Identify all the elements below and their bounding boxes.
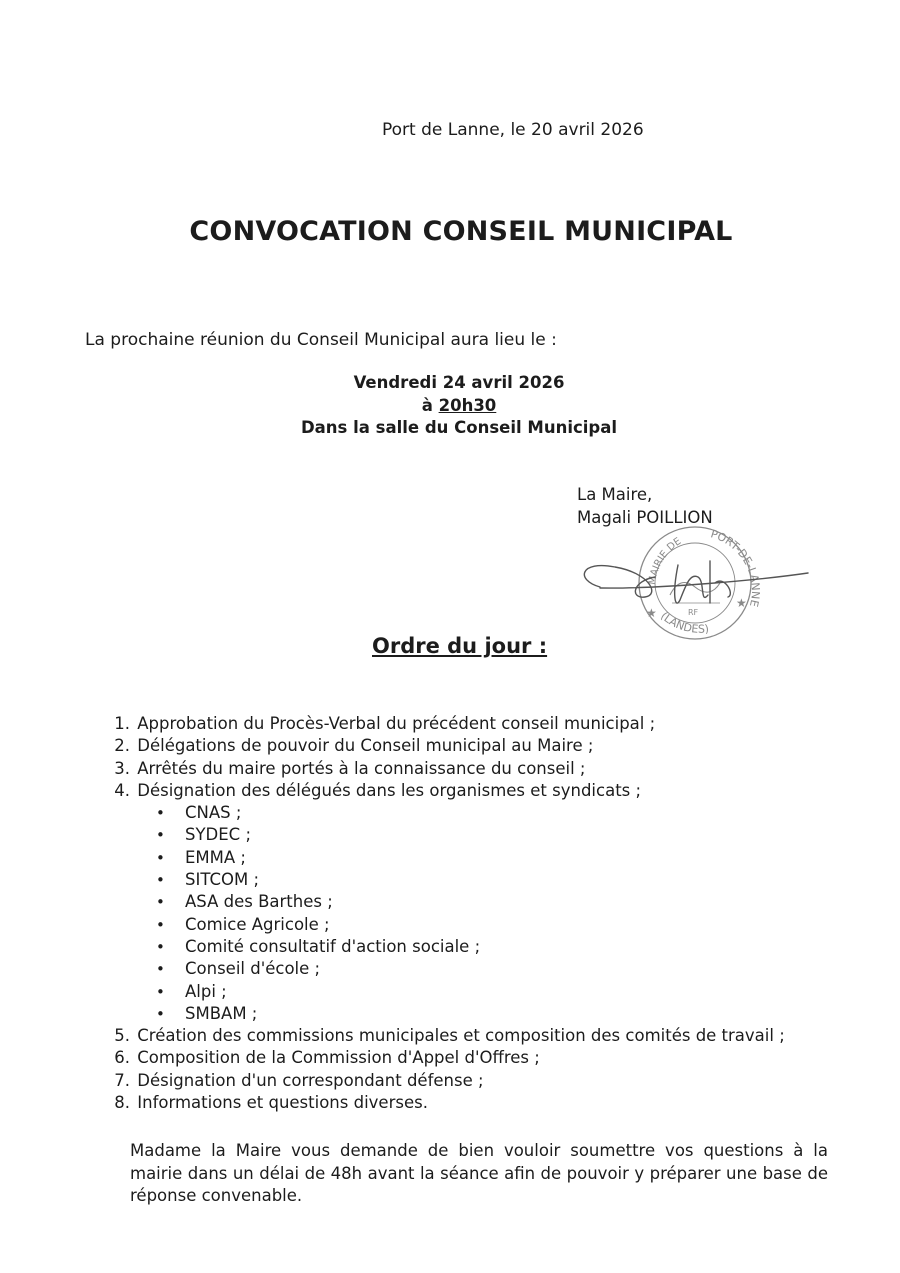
stamp-star-left: ★ <box>646 606 657 620</box>
agenda-item: 4. Désignation des délégués dans les organismes et syndicats ; • CNAS ; • SYDEC ; • EMMA ; • SITCOM ; • ASA des Barthes ; • Comice Agricole ; • Comité consultatif d'action sociale ; • Conseil d'école ; • Alpi ; • SMBAM ; <box>98 780 858 1025</box>
organism-item: • Comice Agricole ; <box>156 914 858 936</box>
signature-block <box>577 483 713 529</box>
organism-list <box>98 802 858 1025</box>
closing-paragraph: Madame la Maire vous demande de bien vouloir soumettre vos questions à la mairie dans un délai de 48h avant la séance afin de pouvoir y préparer une base de réponse convenable. <box>130 1141 828 1205</box>
stamp-left-text: MAIRIE DE <box>646 535 684 586</box>
page-title: CONVOCATION CONSEIL MUNICIPAL <box>189 216 733 247</box>
agenda-item: 6. Composition de la Commission d'Appel d'Offres ; <box>114 1048 540 1068</box>
meeting-time: 20h30 <box>438 395 497 415</box>
meeting-time-line <box>0 395 900 418</box>
stamp-bottom-text: (LANDES) <box>658 609 710 636</box>
intro-text: La prochaine réunion du Conseil Municipal aura lieu le : <box>85 330 557 350</box>
agenda-item: 3. Arrêtés du maire portés à la connaissance du conseil ; <box>114 758 586 778</box>
agenda-list <box>98 713 858 1114</box>
mairie-stamp <box>560 525 820 645</box>
organism-item: • EMMA ; <box>156 847 858 869</box>
signatory-role: La Maire, <box>577 485 653 504</box>
stamp-top-text: PORT-DE-LANNE <box>709 527 763 609</box>
agenda-item: 1. Approbation du Procès-Verbal du précédent conseil municipal ; <box>114 714 656 733</box>
organism-item: • CNAS ; <box>156 802 858 824</box>
organism-item: • SYDEC ; <box>156 824 858 846</box>
meeting-details <box>0 372 900 440</box>
agenda-heading: Ordre du jour : <box>372 634 548 658</box>
stamp-star-right: ★ <box>736 596 747 610</box>
agenda-item: 5. Création des commissions municipales et composition des comités de travail ; <box>114 1026 785 1046</box>
meeting-time-prefix: à <box>421 395 439 415</box>
stamp-center-text: RF <box>688 608 699 617</box>
place-date: Port de Lanne, le 20 avril 2026 <box>382 120 644 140</box>
organism-item: • SMBAM ; <box>156 1003 858 1025</box>
organism-item: • Comité consultatif d'action sociale ; <box>156 936 858 958</box>
organism-item: • ASA des Barthes ; <box>156 891 858 913</box>
meeting-date: Vendredi 24 avril 2026 <box>353 373 565 392</box>
handwritten-signature <box>584 561 808 603</box>
meeting-location: Dans la salle du Conseil Municipal <box>300 418 618 437</box>
organism-item: • Conseil d'école ; <box>156 958 858 980</box>
agenda-item: 2. Délégations de pouvoir du Conseil municipal au Maire ; <box>114 736 594 756</box>
agenda-item: 7. Désignation d'un correspondant défense ; <box>114 1070 484 1090</box>
agenda-item: 8. Informations et questions diverses. <box>114 1093 428 1113</box>
signatory-name: Magali POILLION <box>577 508 713 527</box>
organism-item: • SITCOM ; <box>156 869 858 891</box>
organism-item: • Alpi ; <box>156 981 858 1003</box>
